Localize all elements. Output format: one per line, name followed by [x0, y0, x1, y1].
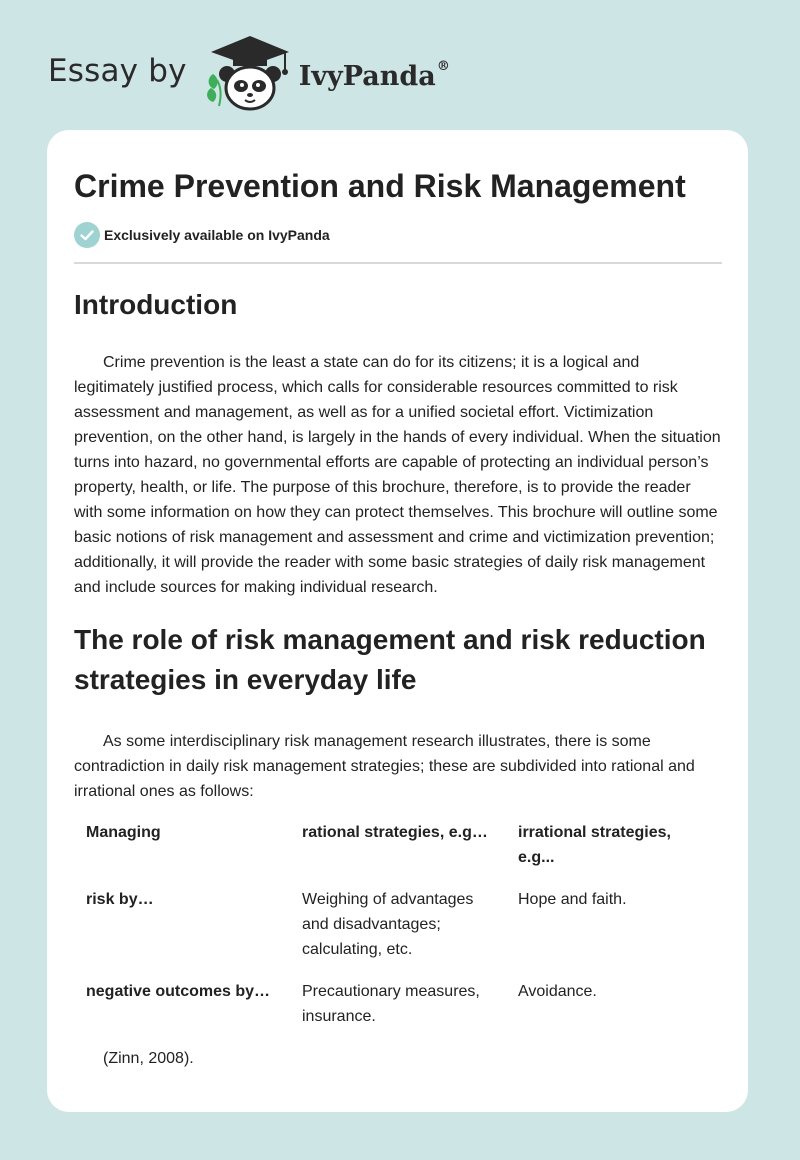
registered-mark: ®: [436, 58, 450, 74]
table-header-row: [74, 820, 722, 887]
section-heading-risk-management: The role of risk management and risk reduction strategies in everyday life: [74, 624, 706, 695]
panda-graduate-icon: [203, 34, 297, 114]
strategies-table: [74, 820, 722, 1046]
brand-prefix: Essay by: [48, 53, 187, 89]
table-header-cell: rational strategies, e.g…: [302, 824, 488, 841]
brand-name-text: IvyPanda: [298, 60, 436, 92]
table-header-cell: irrational strategies, e.g...: [518, 824, 671, 866]
essay-card: [47, 130, 748, 1112]
table-cell: Avoidance.: [518, 983, 597, 1000]
table-row: [74, 979, 722, 1046]
table-cell: Hope and faith.: [518, 891, 627, 908]
section-heading-introduction: Introduction: [74, 289, 238, 320]
divider: [74, 262, 722, 264]
exclusive-badge-text: Exclusively available on IvyPanda: [104, 227, 330, 243]
table-header-cell: Managing: [86, 824, 161, 841]
risk-management-paragraph: As some interdisciplinary risk management research illustrates, there is some contradiction in daily risk management strategies; these are subdivided into rational and irrational ones as follows:: [74, 733, 695, 800]
brand-name: [298, 58, 450, 92]
table-row-label: negative outcomes by…: [86, 983, 271, 1000]
page-title: Crime Prevention and Risk Management: [74, 168, 686, 204]
brand-header[interactable]: [48, 34, 450, 114]
table-row-label: risk by…: [86, 891, 154, 908]
exclusive-badge: [74, 222, 722, 248]
check-circle-icon: [74, 222, 100, 248]
citation: (Zinn, 2008).: [103, 1050, 194, 1067]
table-cell: Precautionary measures, insurance.: [302, 983, 480, 1025]
introduction-paragraph: Crime prevention is the least a state can do for its citizens; it is a logical and legitimately justified process, which calls for considerable resources committed to risk assessment and management, as well as for a unified societal effort. Victimization prevention, on the other hand, is largely in the hands of every individual. When the situation turns into hazard, no governmental efforts are capable of protecting an individual person’s property, health, or life. The purpose of this brochure, therefore, is to provide the reader with some information on how they can protect themselves. This brochure will outline some basic notions of risk management and assessment and crime and victimization prevention; additionally, it will provide the reader with some basic strategies of daily risk management and include sources for making individual research.: [74, 354, 721, 596]
table-row: [74, 887, 722, 979]
table-cell: Weighing of advantages and disadvantages; calculating, etc.: [302, 891, 474, 958]
